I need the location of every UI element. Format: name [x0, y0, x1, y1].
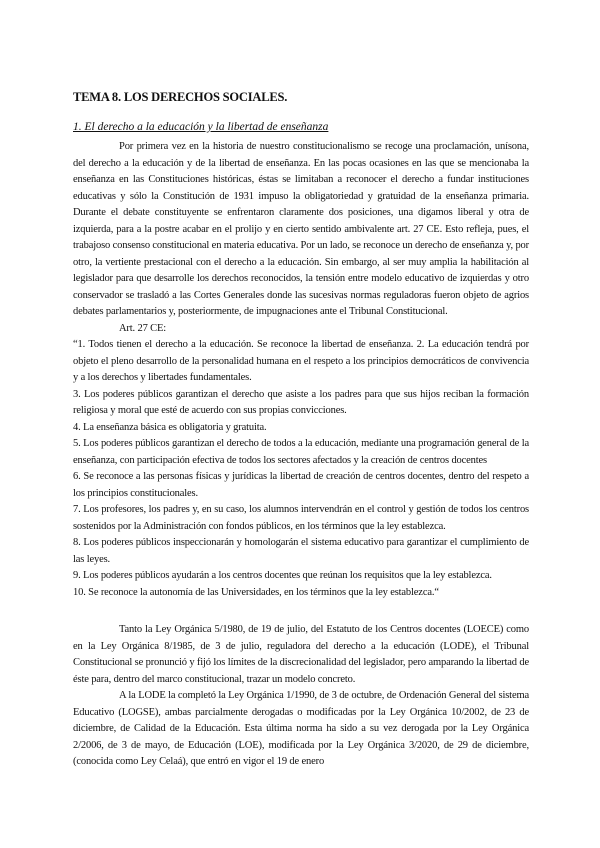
article-item: 4. La enseñanza básica es obligatoria y gratuita. [73, 421, 267, 433]
article-item: 9. Los poderes públicos ayudarán a los centros docentes que reúnan los requisitos que la ley establezca. [73, 570, 492, 581]
document-title: TEMA 8. LOS DERECHOS SOCIALES. [73, 90, 288, 104]
paragraph-leyes: Tanto la Ley Orgánica 5/1980, de 19 de julio, del Estatuto de los Centros docentes (LOECE) como en la Ley Orgánica 8/1985, de 3 de julio, reguladora del derecho a la educación (LODE), el Tribunal Constitucional se pronunció y fijó los límites de la discrecionalidad del legislador, pero amparando la libertad de éste para, dentro del marco constitucional, trazar un modelo concreto. [73, 624, 529, 685]
section-body-continued [73, 622, 529, 771]
article-item: 10. Se reconoce la autonomía de las Universidades, en los términos que la ley establezca.“ [73, 586, 439, 598]
article-item: “1. Todos tienen el derecho a la educación. Se reconoce la libertad de enseñanza. 2. La educación tendrá por objeto el pleno desarrollo de la personalidad humana en el respeto a los principios democráticos de convivencia y a los derechos y libertades fundamentales. [73, 339, 529, 383]
article-item: 3. Los poderes públicos garantizan el derecho que asiste a los padres para que sus hijos reciban la formación religiosa y moral que esté de acuerdo con sus propias convicciones. [73, 388, 529, 416]
article-item: 5. Los poderes públicos garantizan el derecho de todos a la educación, mediante una programación general de la enseñanza, con participación efectiva de todos los sectores afectados y la creación de centros docentes [73, 438, 529, 466]
section-body [73, 139, 529, 601]
article-item: 8. Los poderes públicos inspeccionarán y homologarán el sistema educativo para garantizar el cumplimiento de las leyes. [73, 537, 529, 565]
article-label: Art. 27 CE: [119, 322, 167, 334]
article-item: 6. Se reconoce a las personas físicas y jurídicas la libertad de creación de centros docentes, dentro del respeto a los principios constitucionales. [73, 471, 529, 499]
article-item: 7. Los profesores, los padres y, en su caso, los alumnos intervendrán en el control y gestión de todos los centros sostenidos por la Administración con fondos públicos, en los términos que la ley establezca. [73, 504, 529, 532]
section-heading: 1. El derecho a la educación y la libertad de enseñanza [73, 121, 329, 133]
paragraph-lode: A la LODE la completó la Ley Orgánica 1/1990, de 3 de octubre, de Ordenación General del sistema Educativo (LOGSE), ambas parcialmente derogadas o modificadas por la Ley Orgánica 10/2002, de 23 de diciembre, de Calidad de la Educación. Esta última norma ha sido a su vez derogada por la Ley Orgánica 2/2006, de 3 de mayo, de Educación (LOE), modificada por la Ley Orgánica 3/2020, de 29 de diciembre, (conocida como Ley Celaá), que entró en vigor el 19 de enero [73, 690, 529, 767]
intro-paragraph: Por primera vez en la historia de nuestro constitucionalismo se recoge una proclamación, unísona, del derecho a la educación y de la libertad de enseñanza. En las pocas ocasiones en las que se mencionaba la enseñanza en las Constituciones históricas, éstas se limitaban a reconocer el derecho a fundar instituciones educativas y sólo la Constitución de 1931 impuso la obligatoriedad y gratuidad de la enseñanza primaria. Durante el debate constituyente se enfrentaron claramente dos posiciones, una digamos liberal y otra de izquierda, para a la postre acabar en el prolijo y en cierto sentido ambivalente art. 27 CE. Esto refleja, pues, el trabajoso consenso constitucional en materia educativa. Por un lado, se reconoce un derecho de enseñanza y, por otro, la vertiente prestacional con el derecho a la educación. Sin embargo, al ser muy amplia la habilitación al legislador para que desarrolle los derechos reconocidos, la tensión entre modelo educativo de izquierdas y otro conservador se trasladó a las Cortes Generales donde las sucesivas normas reguladoras fueron objeto de agrios debates parlamentarios y, posteriormente, de impugnaciones ante el Tribunal Constitucional. [73, 141, 529, 317]
